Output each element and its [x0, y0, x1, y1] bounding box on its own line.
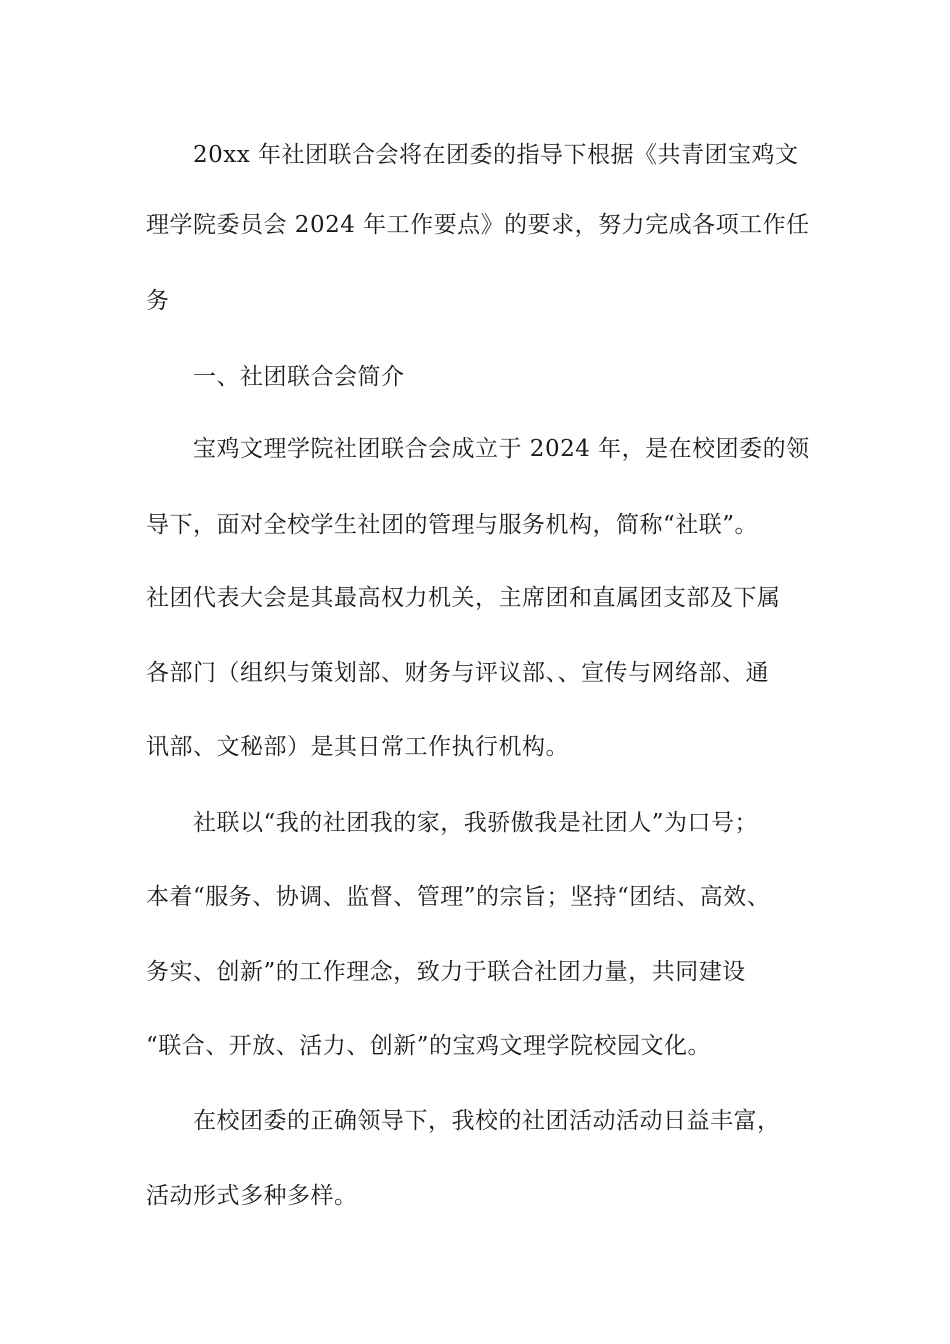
paragraph-2-line-4: 各部门（组织与策划部、财务与评议部、、宣传与网络部、通 — [146, 660, 769, 686]
paragraph-2-line-1: 宝鸡文理学院社团联合会成立于 2024 年，是在校团委的领 — [193, 436, 810, 462]
paragraph-2-line-2: 导下，面对全校学生社团的管理与服务机构，简称“社联”。 — [146, 512, 759, 538]
paragraph-3-line-1: 社联以“我的社团我的家，我骄傲我是社团人”为口号； — [193, 810, 759, 836]
paragraph-1-line-3: 务 — [146, 288, 170, 314]
section-heading-1: 一、社团联合会简介 — [193, 364, 405, 390]
paragraph-1-line-2: 理学院委员会 2024 年工作要点》的要求，努力完成各项工作任 — [146, 212, 810, 238]
paragraph-3-line-3: 务实、创新”的工作理念，致力于联合社团力量，共同建设 — [146, 959, 746, 985]
paragraph-4-line-1: 在校团委的正确领导下，我校的社团活动活动日益丰富， — [193, 1108, 781, 1134]
paragraph-3-line-4: “联合、开放、活力、创新”的宝鸡文理学院校园文化。 — [146, 1033, 712, 1059]
paragraph-1-line-1: 20xx 年社团联合会将在团委的指导下根据《共青团宝鸡文 — [193, 142, 799, 168]
paragraph-4-line-2: 活动形式多种多样。 — [146, 1183, 358, 1209]
paragraph-3-line-2: 本着“服务、协调、监督、管理”的宗旨；坚持“团结、高效、 — [146, 884, 771, 910]
paragraph-2-line-5: 讯部、文秘部）是其日常工作执行机构。 — [146, 734, 569, 760]
paragraph-2-line-3: 社团代表大会是其最高权力机关，主席团和直属团支部及下属 — [146, 585, 781, 611]
